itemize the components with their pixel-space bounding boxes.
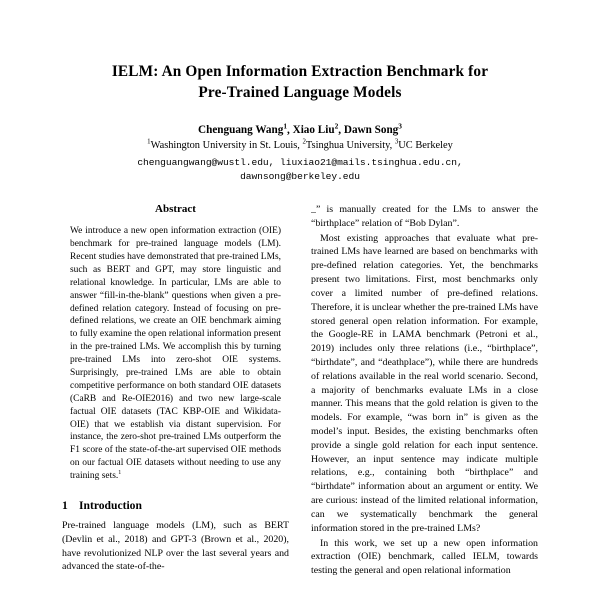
- section-1-paragraph-1: Pre-trained language models (LM), such as BERT (Devlin et al., 2018) and GPT-3 (Brown et al., 2020), have revolutionized NLP over the last several years and advanced the state-of-the-: [62, 520, 289, 573]
- affiliation-2-mark: 2: [302, 138, 306, 146]
- title-line-2: Pre-Trained Language Models: [198, 83, 402, 101]
- section-1-number: 1: [62, 499, 68, 512]
- abstract-heading: Abstract: [155, 203, 196, 215]
- section-1-title: Introduction: [79, 499, 142, 512]
- author-separator-2: ,: [338, 123, 344, 136]
- author-2-name: Xiao Liu: [292, 123, 335, 136]
- affiliation-3-mark: 3: [394, 138, 399, 146]
- affiliation-2: Tsinghua University,: [305, 140, 395, 152]
- author-separator-1: ,: [287, 123, 293, 136]
- abstract-text: We introduce a new open information extraction (OIE) benchmark for pre-trained language models (LM). Recent studies have demonstrated that pre-trained LMs, such as BERT and GPT, may store linguistic and relational knowledge. In particular, LMs are able to answer “fill-in-the-blank” questions when given a pre-defined relation category. Instead of focusing on pre-defined relations, we create an OIE benchmark aiming to fully examine the open relational information present in the pre-trained LMs. We accomplish this by turning pre-trained LMs into zero-shot OIE systems. Surprisingly, pre-trained LMs are able to obtain competitive performance on both standard OIE datasets (CaRB and Re-OIE2016) and two new large-scale factual OIE datasets (TAC KBP-OIE and Wikidata-OIE) that we establish via distant supervision. For instance, the zero-shot pre-trained LMs outperform the F1 score of the state-of-the-art supervised OIE methods on our factual OIE datasets without needing to use any training sets.$^1$: [70, 226, 281, 482]
- body-columns: [0, 203, 600, 578]
- author-3-name: Dawn Song: [343, 123, 399, 136]
- right-column: [311, 203, 538, 578]
- page-title: [48, 62, 552, 104]
- section-1-heading: [62, 499, 289, 512]
- right-paragraph-3: In this work, we set up a new open information extraction (OIE) benchmark, called IELM, towards testing the general and open relational information: [311, 537, 538, 577]
- right-paragraph-2: Most existing approaches that evaluate what pre-trained LMs have learned are based on benchmarks with pre-defined relation categories. Yet, the benchmarks present two limitations. First, most benchmarks only cover a limited number of pre-defined relations. Therefore, it is unclear whether the pre-trained LMs have stored general open relation information. For example, the Google-RE in LAMA benchmark (Petroni et al., 2019) includes only three relations (i.e., “birthplace”, “birthdate”, and “deathplace”), while there are hundreds of relations available in the real world scenario. Second, a majority of benchmarks evaluate LMs in a close manner. This means that the gold relation is given to the models. For example, “was born in” is given as the model’s input. Besides, the existing benchmarks often provide a single gold relation for each input sentence. However, an input sentence may indicate multiple relations, e.g., containing both “birthplace” and “birthdate” information about an argument or entity. We are curious: instead of the limited relational information, can we systematically benchmark the general information stored in the pre-trained LMs?: [311, 232, 538, 534]
- abstract-block: [62, 225, 289, 483]
- affiliation-3: UC Berkeley: [398, 140, 453, 152]
- paper-header: [0, 0, 600, 184]
- author-emails: [0, 156, 600, 184]
- author-1-name: Chenguang Wang: [198, 123, 284, 136]
- affiliation-1-mark: 1: [147, 138, 151, 146]
- right-paragraph-continuation: _” is manually created for the LMs to answer the “birthplace” relation of “Bob Dylan”.: [311, 204, 538, 229]
- author-2-affiliation-mark: 2: [334, 120, 339, 130]
- left-column: [62, 203, 289, 578]
- title-line-1: IELM: An Open Information Extraction Benchmark for: [111, 63, 489, 80]
- affiliation-list: [0, 139, 600, 153]
- author-list: [0, 120, 600, 138]
- email-line-2: dawnsong@berkeley.edu: [240, 170, 360, 182]
- affiliation-1: Washington University in St. Louis,: [150, 140, 303, 152]
- author-1-affiliation-mark: 1: [283, 120, 288, 130]
- abstract-footnote-mark: 1: [118, 469, 122, 476]
- author-3-affiliation-mark: 3: [398, 120, 402, 130]
- email-line-1: chenguangwang@wustl.edu, liuxiao21@mails.tsinghua.edu.cn,: [137, 156, 463, 168]
